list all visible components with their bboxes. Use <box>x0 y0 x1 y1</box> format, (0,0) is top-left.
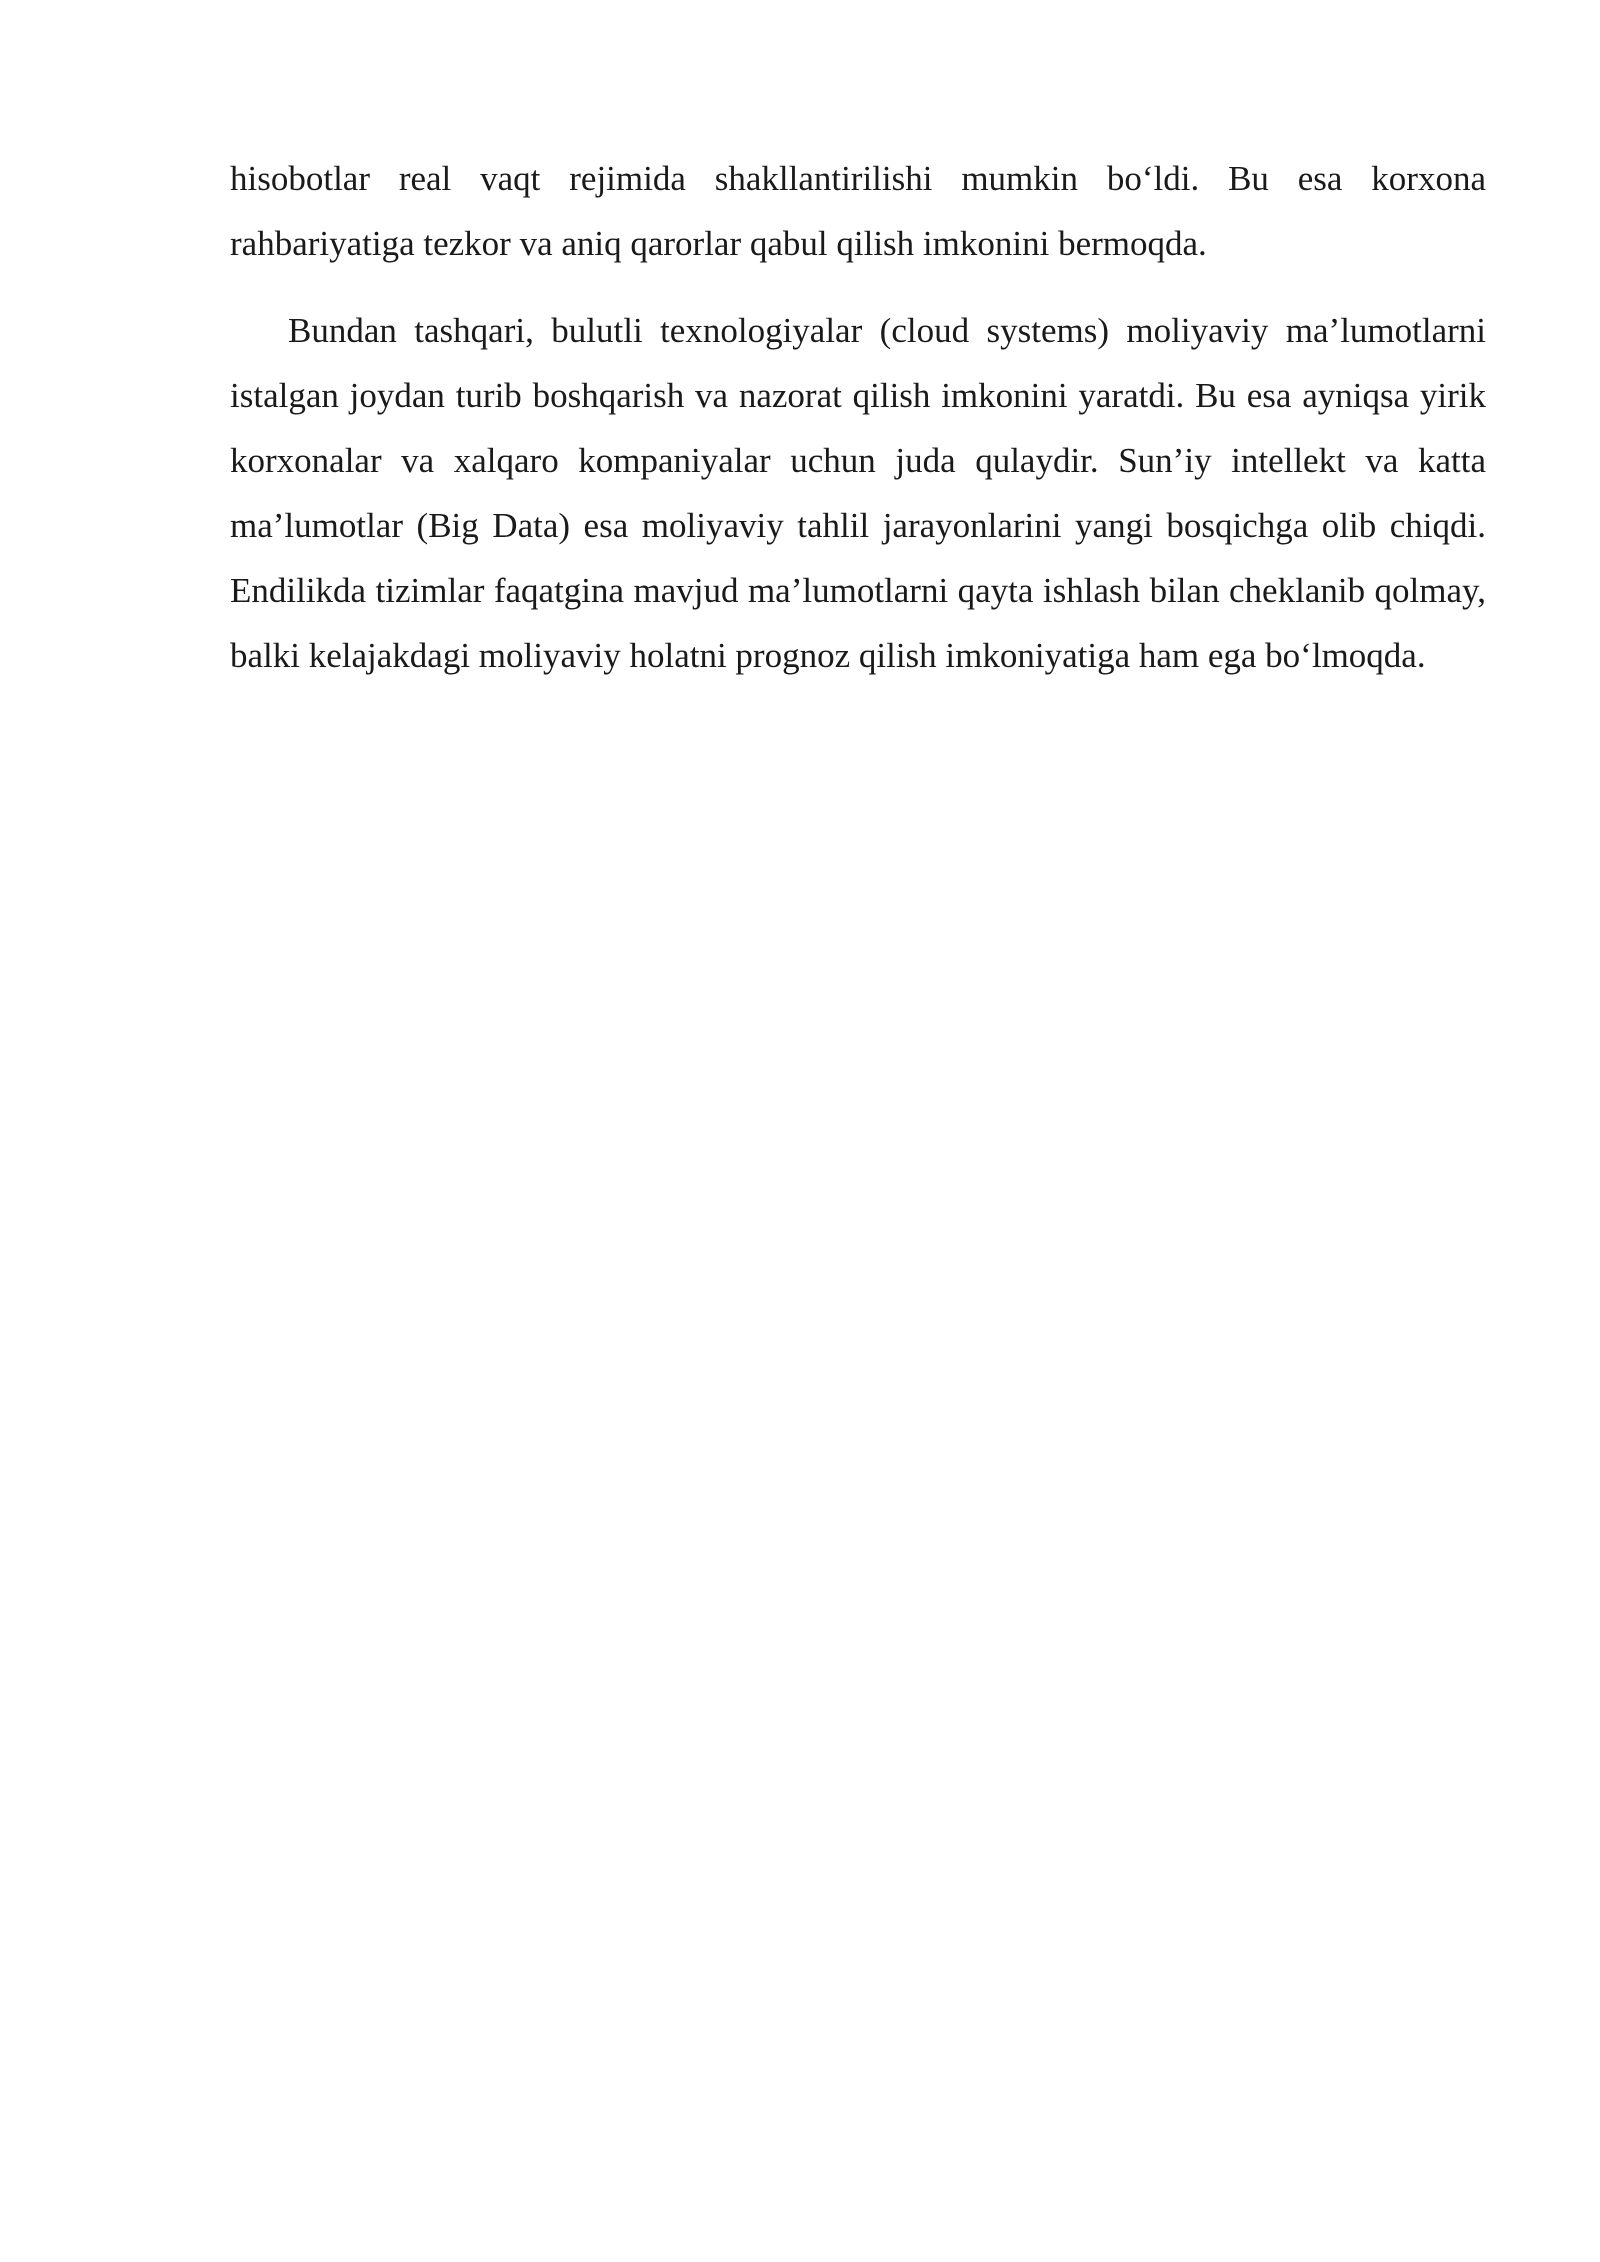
paragraph-continued: hisobotlar real vaqt rejimida shakllantirilishi mumkin bo‘ldi. Bu esa korxona rahbariyatiga tezkor va aniq qarorlar qabul qilish imkonini bermoqda. <box>230 159 1486 263</box>
body-text <box>230 146 1486 688</box>
paragraph-cloud-technologies: Bundan tashqari, bulutli texnologiyalar (cloud systems) moliyaviy ma’lumotlarni istalgan joydan turib boshqarish va nazorat qilish imkonini yaratdi. Bu esa ayniqsa yirik korxonalar va xalqaro kompaniyalar uchun juda qulaydir. Sun’iy intellekt va katta ma’lumotlar (Big Data) esa moliyaviy tahlil jarayonlarini yangi bosqichga olib chiqdi. Endilikda tizimlar faqatgina mavjud ma’lumotlarni qayta ishlash bilan cheklanib qolmay, balki kelajakdagi moliyaviy holatni prognoz qilish imkoniyatiga ham ega bo‘lmoqda. <box>230 311 1486 675</box>
